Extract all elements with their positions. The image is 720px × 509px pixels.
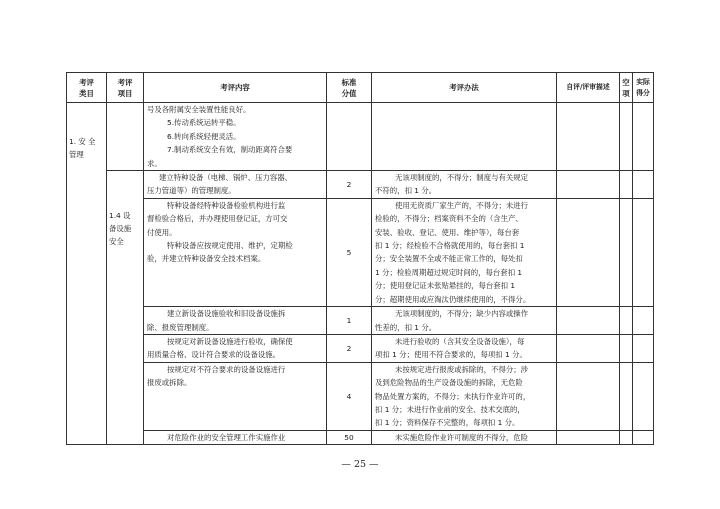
- content-cell: 对危险作业的安全管理工作实施作业: [144, 430, 327, 444]
- score-cell: 1: [327, 307, 372, 335]
- blank-cell: [620, 430, 633, 444]
- actual-score-cell: [633, 171, 654, 199]
- content-cell: 按规定对不符合要求的设备设施进行 报废或拆除。: [144, 362, 327, 430]
- actual-score-cell: [633, 362, 654, 430]
- selfreview-cell: [557, 430, 620, 444]
- method-cell: 未按规定进行报废或拆除的，不得分；涉 及到危险物品的生产设备设施的拆除，无危险 物品处置方案的，不得分；未执行作业许可的， 扣 1 分；未进行作业前的安全、技术交底的， 扣 1 分；资料保存不完整的，每项扣 1 分。: [372, 362, 557, 430]
- content-cell: 建立特种设备（电梯、锅炉、压力容器、 压力管道等）的管理制度。: [144, 171, 327, 199]
- table-row: [67, 103, 654, 171]
- content-cell: 按规定对新设备设施进行验收，确保使 用质量合格、设计符合要求的设备设施。: [144, 334, 327, 362]
- selfreview-cell: [557, 362, 620, 430]
- method-cell: [372, 103, 557, 171]
- table-row: [67, 171, 654, 199]
- actual-score-cell: [633, 307, 654, 335]
- actual-score-cell: [633, 198, 654, 306]
- score-cell: 50: [327, 430, 372, 444]
- evaluation-table: [66, 72, 654, 445]
- blank-cell: [620, 103, 633, 171]
- score-cell: 2: [327, 171, 372, 199]
- item-cell: 1.4 设 备设施 安全: [107, 171, 144, 445]
- header-actual: 实际 得分: [633, 73, 654, 103]
- header-score: 标准 分值: [327, 73, 372, 103]
- method-cell: 未进行验收的（含其安全设备设施），每 项扣 1 分；使用不符合要求的，每项扣 1 分。: [372, 334, 557, 362]
- header-blank: 空 项: [620, 73, 633, 103]
- selfreview-cell: [557, 334, 620, 362]
- header-item: 考评 项目: [107, 73, 144, 103]
- actual-score-cell: [633, 430, 654, 444]
- score-cell: [327, 103, 372, 171]
- header-content: 考评内容: [144, 73, 327, 103]
- score-cell: 4: [327, 362, 372, 430]
- blank-cell: [620, 334, 633, 362]
- method-cell: 无该项制度的，不得分；制度与有关规定 不符的，扣 1 分。: [372, 171, 557, 199]
- method-cell: 未实施危险作业许可制度的不得分，危险: [372, 430, 557, 444]
- category-cell: 1. 安 全 管理: [67, 103, 107, 445]
- content-cell: 特种设备经特种设备检验机构进行监 督检验合格后，并办理使用登记证，方可交 付使用。 特种设备应按规定使用、维护，定期检 验，并建立特种设备安全技术档案。: [144, 198, 327, 306]
- table-row: [67, 430, 654, 444]
- selfreview-cell: [557, 198, 620, 306]
- method-cell: 无该项制度的，不得分；缺少内容或操作 性差的，扣 1 分。: [372, 307, 557, 335]
- header-selfreview: 自评/评审描述: [557, 73, 620, 103]
- table-row: [67, 307, 654, 335]
- method-cell: 使用无资质厂家生产的，不得分；未进行 检验的，不得分；档案资料不全的（含生产、 安装、验收、登记、使用、维护等），每台套 扣 1 分；经检验不合格就使用的，每台套扣 1 分；安全装置不全或不能正常工作的，每处扣 1 分；检验周期超过规定时间的，每台套扣 1 分；使用登记证未张贴悬挂的，每台套扣 1 分；超期使用或应淘汰仍继续使用的，不得分。: [372, 198, 557, 306]
- actual-score-cell: [633, 103, 654, 171]
- selfreview-cell: [557, 103, 620, 171]
- blank-cell: [620, 362, 633, 430]
- actual-score-cell: [633, 334, 654, 362]
- score-cell: 5: [327, 198, 372, 306]
- evaluation-table-sheet: [66, 72, 654, 445]
- selfreview-cell: [557, 171, 620, 199]
- blank-cell: [620, 171, 633, 199]
- blank-cell: [620, 307, 633, 335]
- page-number: — 25 —: [341, 459, 379, 470]
- blank-cell: [620, 198, 633, 306]
- content-cell: 号及各附属安全装置性能良好。 5.传动系统运转平稳。 6.转向系统轻便灵活。 7.制动系统安全有效，制动距离符合要 求。: [144, 103, 327, 171]
- item-cell-empty: [107, 103, 144, 171]
- content-cell: 建立新设备设施验收和旧设备设施拆 除、报废管理制度。: [144, 307, 327, 335]
- table-row: [67, 334, 654, 362]
- header-method: 考评办法: [372, 73, 557, 103]
- score-cell: 2: [327, 334, 372, 362]
- table-row: [67, 198, 654, 306]
- table-row: [67, 362, 654, 430]
- selfreview-cell: [557, 307, 620, 335]
- table-header-row: [67, 73, 654, 103]
- header-category: 考评 类目: [67, 73, 107, 103]
